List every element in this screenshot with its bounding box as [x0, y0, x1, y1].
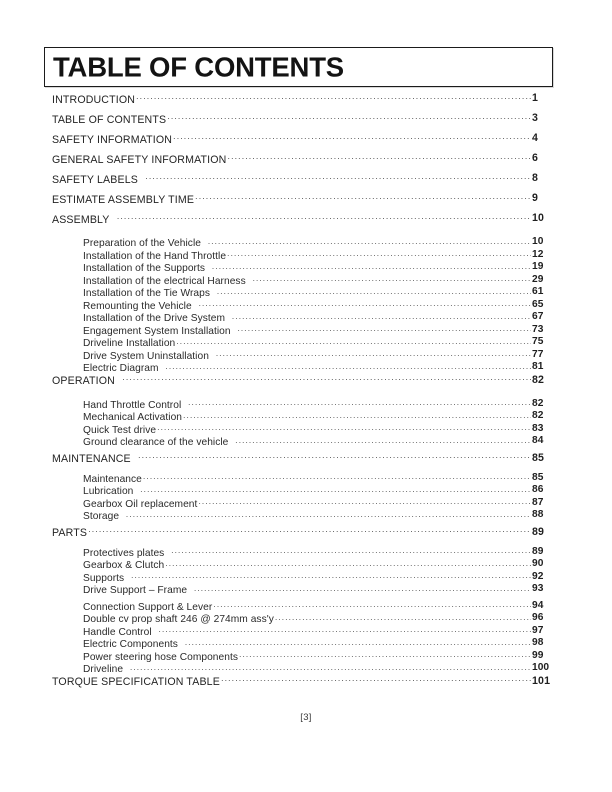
toc-leader-dots: [185, 637, 531, 647]
toc-entry-label: Connection Support & Lever: [83, 601, 213, 612]
toc-entry-label: SAFETY LABELS: [52, 173, 138, 186]
page-footer-number: [3]: [300, 712, 312, 723]
toc-leader-dots: [194, 583, 531, 593]
toc-leader-dots: [165, 558, 531, 568]
toc-entry-label: Installation of the Tie Wraps: [83, 288, 210, 299]
toc-leader-dots: [183, 410, 531, 420]
page-title: TABLE OF CONTENTS: [53, 51, 344, 83]
toc-entry-label: Electric Components: [83, 639, 178, 650]
toc-entry-page-number: 8: [532, 172, 539, 184]
toc-entry-page-number: 92: [532, 570, 544, 582]
toc-entry-label: Driveline: [83, 664, 124, 675]
toc-entry-label: Preparation of the Vehicle: [83, 238, 201, 249]
toc-leader-dots: [235, 435, 531, 445]
toc-entry-page-number: 93: [532, 583, 544, 594]
toc-entry-label: Installation of the Drive System: [83, 313, 226, 324]
toc-entry-sub[interactable]: [0, 662, 612, 675]
toc-entry-sub[interactable]: [0, 571, 612, 584]
toc-entry-sub[interactable]: [0, 423, 612, 436]
toc-entry-label: OPERATION: [52, 375, 115, 388]
toc-entry-page-number: 12: [532, 248, 544, 260]
toc-entry-label: Hand Throttle Control: [83, 399, 182, 410]
toc-entry-label: SAFETY INFORMATION: [52, 133, 173, 146]
toc-entry-sub[interactable]: [0, 249, 612, 262]
toc-leader-dots: [138, 452, 531, 463]
title-box: [44, 47, 553, 87]
toc-leader-dots: [198, 299, 531, 309]
toc-entry-sub[interactable]: [0, 509, 612, 522]
toc-leader-dots: [176, 336, 531, 346]
toc-entry-page-number: 87: [532, 496, 544, 508]
toc-entry-page-number: 99: [532, 649, 544, 661]
toc-leader-dots: [173, 132, 531, 143]
toc-entry-sub[interactable]: [0, 236, 612, 249]
toc-entry-page-number: 4: [532, 132, 539, 144]
toc-entry-sub[interactable]: [0, 600, 612, 613]
toc-leader-dots: [140, 484, 531, 494]
toc-entry-label: ASSEMBLY: [52, 213, 110, 226]
toc-entry-page-number: 9: [532, 192, 539, 204]
toc-entry-page-number: 88: [532, 509, 544, 520]
toc-entry-page-number: 100: [532, 662, 550, 673]
toc-leader-dots: [130, 662, 531, 672]
toc-entry-label: Gearbox Oil replacement: [83, 498, 198, 509]
toc-entry-sub[interactable]: [0, 349, 612, 362]
toc-entry-page-number: 81: [532, 361, 544, 372]
toc-entry-sub[interactable]: [0, 311, 612, 324]
toc-leader-dots: [167, 112, 531, 123]
toc-entry-page-number: 77: [532, 348, 544, 360]
toc-leader-dots: [237, 324, 531, 334]
toc-entry-label: Engagement System Installation: [83, 325, 231, 336]
toc-entry-label: Supports: [83, 572, 125, 583]
toc-entry-label: Lubrication: [83, 486, 134, 497]
toc-entry-page-number: 84: [532, 435, 544, 446]
toc-leader-dots: [117, 212, 531, 223]
toc-entry-page-number: 101: [532, 674, 551, 687]
toc-leader-dots: [188, 398, 531, 408]
toc-leader-dots: [212, 261, 531, 271]
toc-leader-dots: [157, 423, 531, 433]
toc-entry-label: ESTIMATE ASSEMBLY TIME: [52, 193, 195, 206]
toc-entry-page-number: 73: [532, 323, 544, 335]
toc-entry-page-number: 96: [532, 612, 544, 623]
toc-entry-label: Installation of the electrical Harness: [83, 275, 246, 286]
toc-entry-label: INTRODUCTION: [52, 93, 136, 106]
toc-entry-sub[interactable]: [0, 546, 612, 559]
toc-entry-page-number: 29: [532, 273, 544, 285]
toc-leader-dots: [126, 509, 531, 519]
toc-entry-page-number: 94: [532, 599, 544, 611]
toc-leader-dots: [208, 236, 531, 246]
toc-entry-label: MAINTENANCE: [52, 453, 131, 466]
toc-entry-page-number: 98: [532, 637, 544, 648]
toc-leader-dots: [145, 172, 531, 183]
toc-entry-main[interactable]: [0, 132, 612, 152]
toc-entry-label: Protectives plates: [83, 547, 165, 558]
toc-entry-page-number: 10: [532, 212, 545, 224]
toc-entry-main[interactable]: [0, 212, 612, 232]
toc-leader-dots: [131, 571, 531, 581]
toc-leader-dots: [122, 374, 531, 385]
toc-entry-label: Handle Control: [83, 626, 152, 637]
toc-entry-sub[interactable]: [0, 361, 612, 374]
toc-entry-page-number: 1: [532, 92, 539, 104]
toc-entry-sub[interactable]: [0, 650, 612, 663]
toc-entry-page-number: 6: [532, 152, 539, 164]
toc-entry-sub[interactable]: [0, 398, 612, 411]
toc-entry-label: Installation of the Hand Throttle: [83, 250, 227, 261]
toc-entry-main[interactable]: [0, 172, 612, 192]
toc-entry-sub[interactable]: [0, 637, 612, 650]
toc-entry-label: Maintenance: [83, 473, 142, 484]
toc-leader-dots: [227, 249, 531, 259]
toc-entry-label: Mechanical Activation: [83, 412, 183, 423]
toc-entry-label: Remounting the Vehicle: [83, 300, 192, 311]
toc-entry-label: TORQUE SPECIFICATION TABLE: [52, 676, 220, 689]
toc-entry-sub[interactable]: [0, 484, 612, 497]
toc-leader-dots: [252, 274, 531, 284]
toc-entry-label: Double cv prop shaft 246 @ 274mm ass'y: [83, 614, 274, 625]
toc-leader-dots: [217, 286, 531, 296]
toc-entry-label: Electric Diagram: [83, 363, 159, 374]
toc-entry-sub[interactable]: [0, 274, 612, 287]
toc-leader-dots: [239, 650, 531, 660]
toc-entry-page-number: 82: [532, 373, 545, 386]
toc-entry-main[interactable]: [0, 152, 612, 172]
toc-leader-dots: [143, 472, 531, 482]
toc-entry-sub[interactable]: [0, 324, 612, 337]
toc-entry-label: Driveline Installation: [83, 338, 176, 349]
table-of-contents-list: [0, 92, 612, 695]
toc-entry-page-number: 97: [532, 624, 544, 636]
toc-leader-dots: [227, 152, 531, 163]
toc-entry-sub[interactable]: [0, 435, 612, 448]
toc-entry-main[interactable]: [0, 374, 612, 394]
toc-entry-page-number: 86: [532, 484, 544, 495]
toc-entry-label: Installation of the Supports: [83, 263, 206, 274]
toc-entry-label: Drive System Uninstallation: [83, 350, 209, 361]
toc-entry-label: PARTS: [52, 527, 88, 540]
toc-entry-sub[interactable]: [0, 299, 612, 312]
toc-entry-page-number: 90: [532, 558, 544, 569]
toc-leader-dots: [171, 546, 531, 556]
toc-leader-dots: [158, 625, 531, 635]
toc-entry-page-number: 67: [532, 311, 544, 322]
toc-leader-dots: [216, 349, 531, 359]
toc-leader-dots: [275, 612, 531, 622]
toc-leader-dots: [221, 675, 531, 686]
toc-entry-page-number: 65: [532, 298, 544, 310]
toc-leader-dots: [136, 92, 531, 103]
toc-entry-sub[interactable]: [0, 336, 612, 349]
toc-entry-main[interactable]: [0, 112, 612, 132]
toc-entry-label: Power steering hose Components: [83, 651, 238, 662]
toc-entry-main[interactable]: [0, 92, 612, 112]
toc-entry-label: Gearbox & Clutch: [83, 560, 165, 571]
toc-entry-sub[interactable]: [0, 472, 612, 485]
toc-entry-sub[interactable]: [0, 410, 612, 423]
toc-entry-page-number: 3: [532, 112, 539, 124]
toc-entry-page-number: 75: [532, 336, 544, 347]
toc-entry-label: Ground clearance of the vehicle: [83, 437, 229, 448]
toc-leader-dots: [198, 497, 531, 507]
toc-entry-page-number: 85: [532, 471, 544, 483]
toc-entry-page-number: 61: [532, 286, 544, 297]
toc-entry-label: TABLE OF CONTENTS: [52, 113, 167, 126]
toc-entry-sub[interactable]: [0, 612, 612, 625]
toc-entry-page-number: 19: [532, 261, 544, 272]
toc-entry-label: Quick Test drive: [83, 424, 157, 435]
toc-leader-dots: [195, 192, 531, 203]
toc-entry-sub[interactable]: [0, 261, 612, 274]
toc-leader-dots: [165, 361, 531, 371]
toc-entry-sub[interactable]: [0, 558, 612, 571]
toc-entry-page-number: 89: [532, 525, 545, 538]
toc-leader-dots: [213, 600, 531, 610]
toc-entry-label: Storage: [83, 511, 120, 522]
toc-entry-page-number: 82: [532, 410, 544, 421]
toc-entry-page-number: 89: [532, 545, 544, 557]
toc-entry-main[interactable]: [0, 675, 612, 695]
toc-entry-main[interactable]: [0, 526, 612, 546]
toc-entry-page-number: 10: [532, 236, 544, 247]
toc-entry-label: Drive Support – Frame: [83, 585, 188, 596]
toc-leader-dots: [88, 526, 531, 537]
toc-entry-label: GENERAL SAFETY INFORMATION: [52, 153, 227, 166]
toc-leader-dots: [232, 311, 531, 321]
toc-entry-main[interactable]: [0, 192, 612, 212]
toc-entry-main[interactable]: [0, 452, 612, 472]
toc-entry-sub[interactable]: [0, 286, 612, 299]
toc-entry-sub[interactable]: [0, 583, 612, 596]
toc-entry-page-number: 83: [532, 422, 544, 434]
toc-entry-sub[interactable]: [0, 625, 612, 638]
toc-entry-page-number: 82: [532, 397, 544, 409]
toc-entry-sub[interactable]: [0, 497, 612, 510]
toc-entry-page-number: 85: [532, 451, 545, 464]
